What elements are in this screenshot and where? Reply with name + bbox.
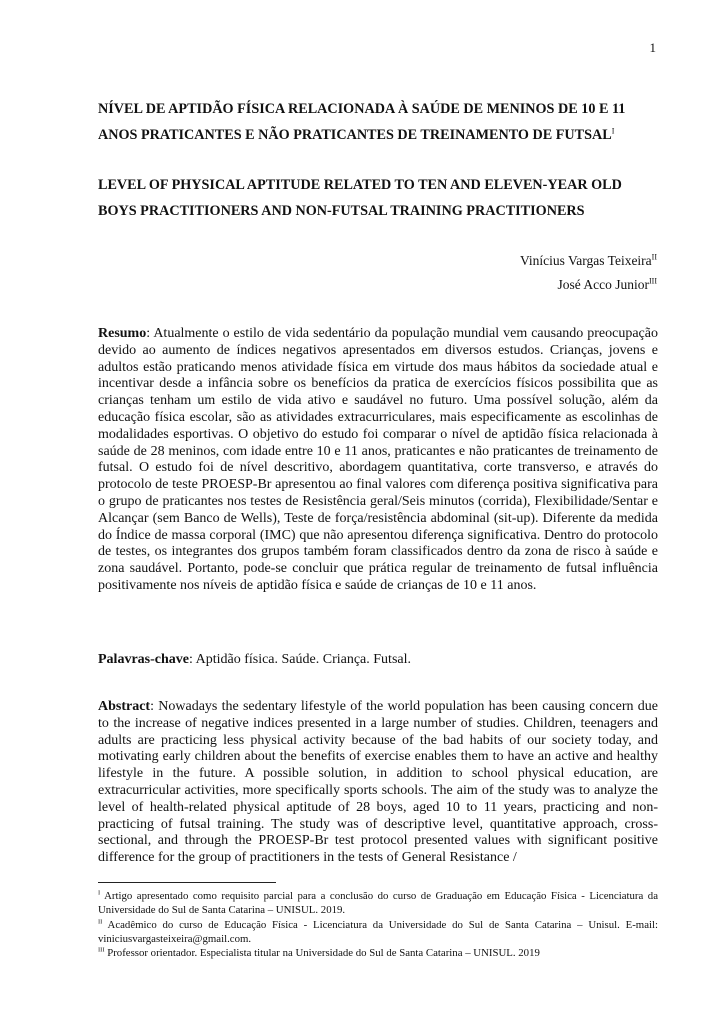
footnote-mark: I bbox=[98, 889, 101, 897]
title-portuguese-text: NÍVEL DE APTIDÃO FÍSICA RELACIONADA À SAÚDE DE MENINOS DE 10 E 11 ANOS PRATICANTES E NÃO PRATICANTES DE TREINAMENTO DE FUTSAL bbox=[98, 101, 626, 143]
title-footnote-mark: I bbox=[611, 126, 615, 136]
author-name: José Acco Junior bbox=[557, 277, 649, 292]
footnote-1 bbox=[98, 889, 658, 918]
resumo-label: Resumo bbox=[98, 326, 147, 341]
footnote-text: Artigo apresentado como requisito parcial para a conclusão do curso de Graduação em Educação Física - Licenciatura da Universidade do Sul de Santa Catarina – UNISUL. 2019. bbox=[98, 890, 658, 917]
footnote-mark: II bbox=[98, 918, 103, 925]
footnote-3 bbox=[98, 946, 658, 960]
author-list bbox=[520, 249, 657, 297]
footnotes bbox=[98, 889, 658, 960]
keywords-label: Palavras-chave bbox=[98, 652, 189, 667]
resumo-text: : Atualmente o estilo de vida sedentário da população mundial vem causando preocupação devido ao aumento de índices negativos apresentados em diversos estudos. Crianças, jovens e adultos estão praticando menos atividade física em virtude dos maus hábitos da sociedade atual e incentivar desde a infância sobre os benefícios da pratica de exercícios físicos possibilita que as crianças tenham um estilo de vida ativo e saudável no futuro. Uma possível solução, além da educação física escolar, são as atividades extracurriculares, mais especificamente as escolinhas de modalidades esportivas. O objetivo do estudo foi comparar o nível de aptidão física relacionada à saúde de 28 meninos, com idade entre 10 e 11 anos, praticantes e não praticantes de treinamento de futsal. O estudo foi de nível descritivo, abordagem quantitativa, corte transverso, e através do protocolo de teste PROESP-Br apresentou ao final valores com diferença positiva significativa para o grupo de praticantes nos testes de Resistência geral/Seis minutos (corrida), Flexibilidade/Sentar e Alcançar (sem Banco de Wells), Teste de força/resistência abdominal (sit-up). Diferente da medida do Índice de massa corporal (IMC) que não apresentou diferença significativa. Dentro do protocolo de testes, os integrantes dos grupos também foram classificados dentro da zona de risco à saúde e zona saudável. Portanto, pode-se concluir que prática regular de treinamento de futsal influência positivamente nos níveis de aptidão física e saúde de crianças de 10 e 11 anos. bbox=[98, 326, 658, 593]
title-portuguese bbox=[98, 96, 658, 148]
footnote-mark: III bbox=[98, 946, 105, 954]
author-2 bbox=[520, 273, 657, 297]
author-name: Vinícius Vargas Teixeira bbox=[519, 253, 652, 268]
abstract-paragraph bbox=[98, 699, 658, 867]
footnote-2 bbox=[98, 918, 658, 947]
keywords-paragraph bbox=[98, 652, 658, 669]
keywords-text: : Aptidão física. Saúde. Criança. Futsal. bbox=[188, 652, 411, 667]
footnote-text: Professor orientador. Especialista titular na Universidade do Sul de Santa Catarina – UNISUL. 2019 bbox=[104, 947, 540, 960]
author-footnote-mark: III bbox=[649, 276, 657, 286]
author-1 bbox=[520, 249, 657, 273]
abstract-text: : Nowadays the sedentary lifestyle of the world population has been causing concern due to the increase of negative indices presented in a large number of studies. Children, teenagers and adults are practicing less physical activity because of the bad habits of our society today, and motivating early children about the benefits of exercise enables them to have an active and healthy lifestyle in the future. A possible solution, in addition to school physical education, are extracurricular activities, more specifically sports schools. The aim of the study was to analyze the level of health-related physical aptitude of 28 boys, aged 10 to 11 years, practicing and non-practicing of futsal training. The study was of descriptive level, quantitative approach, cross-sectional, and through the PROESP-Br test protocol presented values with significant positive difference for the group of practitioners in the tests of General Resistance / bbox=[98, 699, 658, 866]
resumo-paragraph bbox=[98, 326, 658, 595]
title-english: LEVEL OF PHYSICAL APTITUDE RELATED TO TEN AND ELEVEN-YEAR OLD BOYS PRACTITIONERS AND NON-FUTSAL TRAINING PRACTITIONERS bbox=[98, 177, 622, 219]
footnote-divider bbox=[98, 882, 276, 883]
abstract-label: Abstract bbox=[98, 699, 151, 714]
footnote-text: Acadêmico do curso de Educação Física - Licenciatura da Universidade do Sul de Santa Catarina – Unisul. E-mail: viniciusvargasteixeira@gmail.com. bbox=[98, 918, 658, 945]
author-footnote-mark: II bbox=[651, 252, 657, 262]
page-number: 1 bbox=[649, 40, 656, 55]
